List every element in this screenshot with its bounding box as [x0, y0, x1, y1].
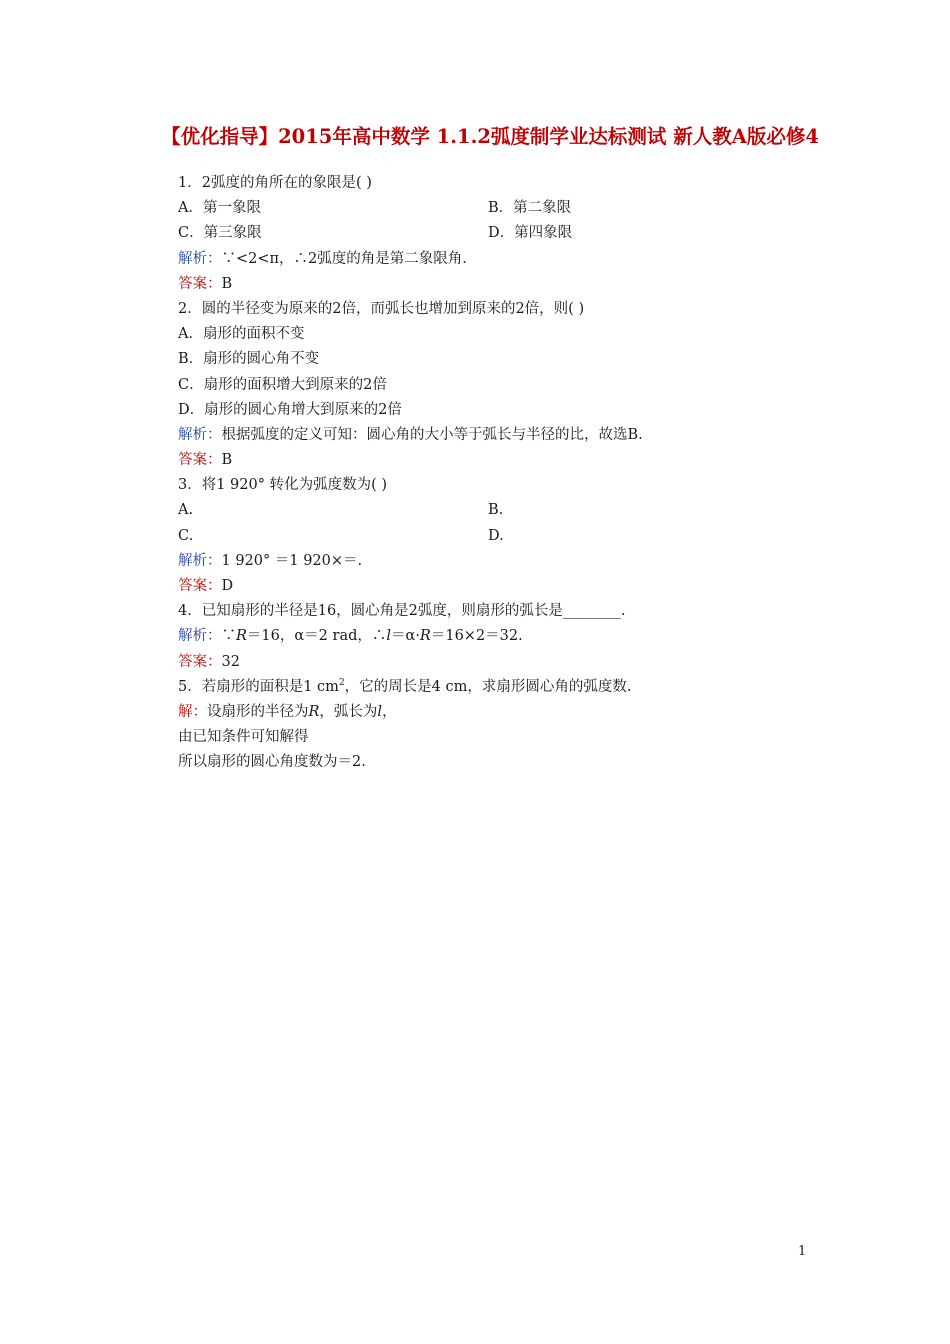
- q4-analysis-p2: ＝16，: [246, 628, 295, 645]
- q1-answer-text: B: [221, 275, 233, 292]
- q4-answer: [178, 650, 798, 675]
- q2-analysis-text: 根据弧度的定义可知：圆心角的大小等于弧长与半径的比，故选B.: [221, 426, 643, 443]
- q5-stem-p2: ，它的周长是4 cm，求扇形圆心角的弧度数.: [344, 678, 632, 695]
- q4-analysis-R2: R: [419, 628, 431, 645]
- q2-stem: 2．圆的半径变为原来的2倍，而弧长也增加到原来的2倍，则( ): [178, 300, 585, 317]
- q2-option-a: A．扇形的面积不变: [178, 326, 305, 343]
- q5-sol-p2: ，弧长为: [319, 703, 378, 720]
- q1-option-a: A．第一象限: [178, 200, 261, 217]
- q5-sol-R: R: [308, 703, 320, 720]
- q4-analysis-R1: R: [236, 628, 247, 645]
- q4-analysis-alpha2: α: [405, 628, 416, 645]
- q5-stem-sup: 2: [338, 677, 345, 688]
- q5-solution: [178, 700, 798, 725]
- analysis-label: 解析：: [178, 552, 222, 569]
- answer-label: 答案：: [178, 275, 222, 292]
- q4-analysis-p3: ＝2 rad，∴: [304, 628, 387, 645]
- q4-analysis: [178, 624, 798, 649]
- q3-option-c: C.: [178, 527, 194, 544]
- analysis-label: 解析：: [178, 628, 222, 645]
- q4-analysis-p1: ∵: [221, 628, 236, 645]
- q4-analysis-p6: ＝16×2＝32.: [430, 628, 523, 645]
- q3-option-a: A.: [178, 502, 194, 519]
- answer-label: 答案：: [178, 653, 222, 670]
- q4-analysis-p4: ＝: [391, 628, 406, 645]
- q1-option-d: D．第四象限: [488, 225, 573, 242]
- q2-option-d: D．扇形的圆心角增大到原来的2倍: [178, 401, 402, 418]
- answer-label: 答案：: [178, 578, 222, 594]
- q3-option-b: B.: [488, 502, 504, 519]
- q3-options-row1: [178, 498, 798, 523]
- q5-stem: [178, 675, 798, 700]
- q1-option-b: B．第二象限: [488, 200, 572, 217]
- q5-sol-l: l: [377, 703, 383, 720]
- q2-option-c: C．扇形的面积增大到原来的2倍: [178, 376, 387, 393]
- q5-sol-p3: ，: [382, 703, 397, 720]
- q2-answer: [178, 448, 798, 473]
- q1-option-c: C．第三象限: [178, 225, 262, 242]
- q1-options-row1: [178, 196, 798, 221]
- q1-analysis: [178, 247, 798, 272]
- q3-analysis-text: 1 920° ＝1 920×＝.: [221, 552, 363, 569]
- q1-options-row2: [178, 221, 798, 246]
- analysis-label: 解析：: [178, 426, 222, 443]
- q1-answer: [178, 272, 798, 297]
- q5-line3: 所以扇形的圆心角度数为＝2.: [178, 754, 366, 771]
- document-title: 【优化指导】2015年高中数学 1.1.2弧度制学业达标测试 新人教A版必修4: [161, 125, 819, 148]
- q4-analysis-alpha1: α: [294, 628, 305, 645]
- q1-analysis-text: ∵<2<π，∴2弧度的角是第二象限角.: [221, 250, 467, 267]
- q3-analysis: [178, 549, 798, 574]
- page-number: 1: [798, 1244, 807, 1259]
- q3-options-row2: [178, 524, 798, 549]
- analysis-label: 解析：: [178, 250, 222, 267]
- q3-answer: [178, 574, 798, 599]
- q5-line2: 由已知条件可知解得: [178, 729, 309, 746]
- q3-option-d: D.: [488, 527, 504, 544]
- q4-answer-text: 32: [221, 653, 240, 670]
- q2-answer-text: B: [221, 452, 233, 469]
- q5-stem-p1: 5．若扇形的面积是1 cm: [178, 678, 339, 695]
- q1-stem: 1．2弧度的角所在的象限是( ): [178, 175, 372, 191]
- q3-answer-text: D: [221, 578, 234, 594]
- q2-analysis: [178, 423, 798, 448]
- q4-analysis-l: l: [386, 628, 392, 645]
- answer-label: 答案：: [178, 452, 222, 469]
- q2-option-b: B．扇形的圆心角不变: [178, 351, 320, 368]
- q4-analysis-p5: ·: [415, 628, 420, 645]
- q3-stem: 3．将1 920° 转化为弧度数为( ): [178, 477, 388, 494]
- document-body: [178, 171, 798, 776]
- q4-stem: 4．已知扇形的半径是16，圆心角是2弧度，则扇形的弧长是________.: [178, 603, 626, 620]
- q5-sol-p1: 设扇形的半径为: [207, 703, 309, 720]
- solution-label: 解：: [178, 703, 207, 720]
